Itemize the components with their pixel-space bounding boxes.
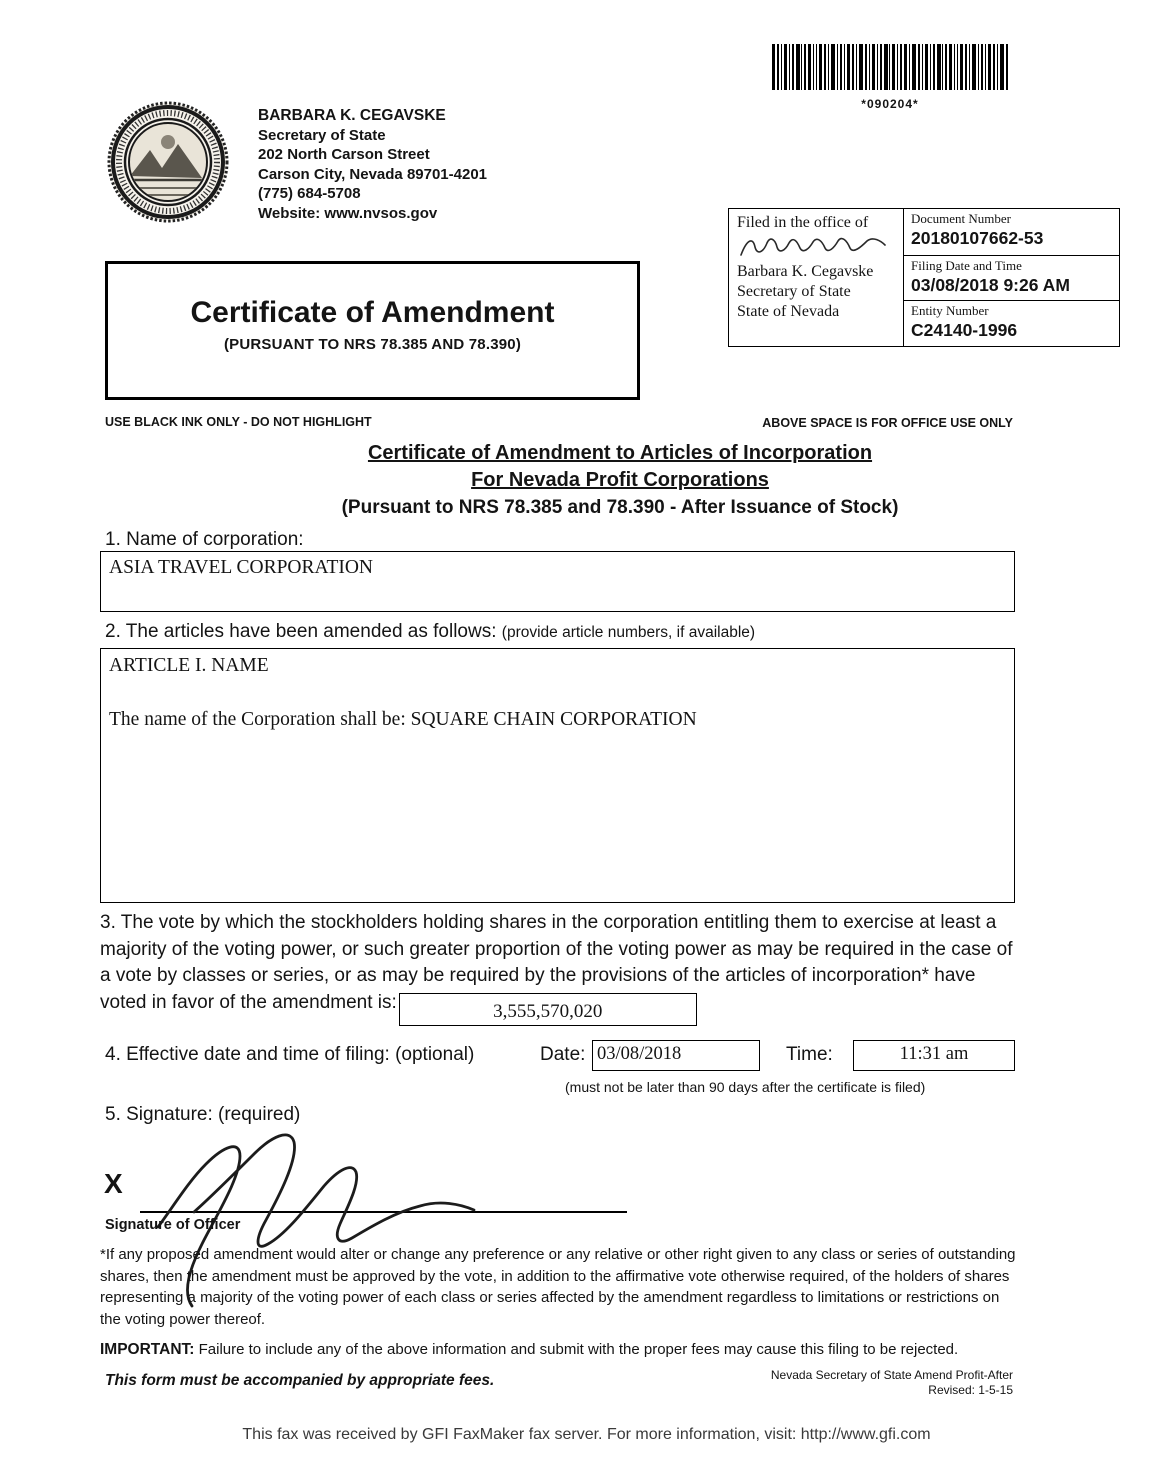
vote-count-field (399, 993, 697, 1026)
section1-label: 1. Name of corporation: (105, 529, 304, 550)
nevada-state-seal (106, 100, 230, 224)
effective-date-field (592, 1040, 760, 1071)
barcode-block (770, 44, 1010, 111)
corporation-name-field (100, 551, 1015, 612)
signature-line (140, 1185, 627, 1213)
filing-stamp-right (903, 209, 1119, 346)
signature-caption: Signature of Officer (105, 1217, 241, 1233)
revision-line2: Revised: 1-5-15 (928, 1383, 1013, 1397)
entity-number-cell (904, 300, 1119, 346)
form-heading-line3: (Pursuant to NRS 78.385 and 78.390 - After Issuance of Stock) (341, 497, 899, 518)
stamp-officer-name: Barbara K. Cegavske (737, 263, 874, 280)
revision-line1: Nevada Secretary of State Amend Profit-After (770, 1368, 1013, 1382)
office-use-only-note: ABOVE SPACE IS FOR OFFICE USE ONLY (762, 416, 1013, 430)
amendment-name-line: The name of the Corporation shall be: SQUARE CHAIN CORPORATION (109, 709, 697, 730)
section3-label: 3. The vote by which the stockholders holding shares in the corporation entitling them to exercise at least a majority of the voting power, or such greater proportion of the voting power as may be required in the case of a vote by classes or series, or as may be required by the provisions of the articles of incorporation* have voted in favor of the amendment is: (100, 912, 1013, 1013)
section2-label (105, 621, 755, 643)
fax-footer-text: This fax was received by GFI FaxMaker fax server. For more information, visit: http://www.gfi.com (242, 1426, 931, 1443)
corporation-name-value: ASIA TRAVEL CORPORATION (109, 557, 374, 578)
stamp-officer-title: Secretary of State (737, 283, 851, 300)
document-number-value: 20180107662-53 (911, 228, 1044, 248)
letterhead-website-url: www.nvsos.gov (324, 204, 438, 222)
barcode-label: *090204* (861, 97, 919, 111)
revision-block (733, 1368, 1013, 1398)
document-number-cell (904, 209, 1119, 255)
date-label: Date: (540, 1044, 586, 1065)
important-text: Failure to include any of the above information and submit with the proper fees may cause this filing to be rejected. (194, 1341, 959, 1358)
certificate-subtitle: (PURSUANT TO NRS 78.385 AND 78.390) (223, 336, 522, 353)
form-heading (100, 440, 1140, 521)
letterhead-website (258, 204, 487, 224)
section4-label: 4. Effective date and time of filing: (optional) (105, 1044, 475, 1065)
letterhead (258, 106, 487, 223)
letterhead-phone: (775) 684-5708 (258, 185, 361, 202)
entity-number-value: C24140-1996 (911, 320, 1018, 341)
nevada-state-seal-icon (106, 100, 230, 224)
fees-note: This form must be accompanied by appropriate fees. (105, 1372, 495, 1389)
section4-note: (must not be later than 90 days after the certificate is filed) (565, 1079, 926, 1095)
vote-count-value: 3,555,570,020 (493, 1000, 603, 1022)
amendment-text-field (100, 648, 1015, 903)
entity-number-label: Entity Number (911, 303, 989, 319)
footnote-text: *If any proposed amendment would alter or change any preference or any relative or other right given to any class or series of outstanding shares, then the amendment must be approved by the vote, in addition to the affirmative vote otherwise required, of the holders of shares representing a majority of the voting power of each class or series affected by the amendment regardless to limitations or restrictions on the voting power thereof. (100, 1246, 1016, 1328)
filing-stamp-box (728, 208, 1120, 347)
document-number-label: Document Number (911, 211, 1012, 226)
effective-time-field (853, 1040, 1015, 1071)
amendment-article-line: ARTICLE I. NAME (109, 655, 269, 676)
filing-date-label: Filing Date and Time (911, 257, 1022, 273)
section3-paragraph (100, 910, 1018, 1026)
effective-time-value: 11:31 am (899, 1044, 969, 1064)
use-black-ink-note: USE BLACK INK ONLY - DO NOT HIGHLIGHT (105, 415, 372, 429)
section2-label-text: 2. The articles have been amended as follows: (105, 621, 502, 642)
secretary-signature-icon (737, 233, 889, 261)
important-label: IMPORTANT: (100, 1341, 195, 1358)
letterhead-title: Secretary of State (258, 126, 386, 144)
certificate-title-box (105, 261, 640, 400)
letterhead-address2: Carson City, Nevada 89701-4201 (258, 165, 488, 183)
important-note (100, 1341, 1030, 1359)
section2-label-note: (provide article numbers, if available) (501, 624, 756, 641)
filing-date-value: 03/08/2018 9:26 AM (911, 274, 1070, 295)
filing-stamp-left (729, 209, 903, 346)
section5-label: 5. Signature: (required) (105, 1104, 301, 1125)
stamp-officer-state: State of Nevada (737, 303, 840, 320)
signature-x-mark: X (104, 1168, 123, 1199)
form-heading-line2: For Nevada Profit Corporations (471, 469, 769, 491)
letterhead-address1: 202 North Carson Street (258, 146, 430, 163)
time-label: Time: (786, 1044, 833, 1065)
barcode-icon (770, 44, 1010, 90)
form-heading-line1: Certificate of Amendment to Articles of Incorporation (367, 442, 873, 464)
letterhead-name: BARBARA K. CEGAVSKE (258, 107, 446, 124)
certificate-title: Certificate of Amendment (190, 296, 555, 329)
letterhead-website-label: Website: (258, 204, 321, 222)
effective-date-value: 03/08/2018 (597, 1044, 682, 1064)
filed-in-label: Filed in the office of (737, 214, 869, 231)
filing-date-cell (904, 255, 1119, 301)
